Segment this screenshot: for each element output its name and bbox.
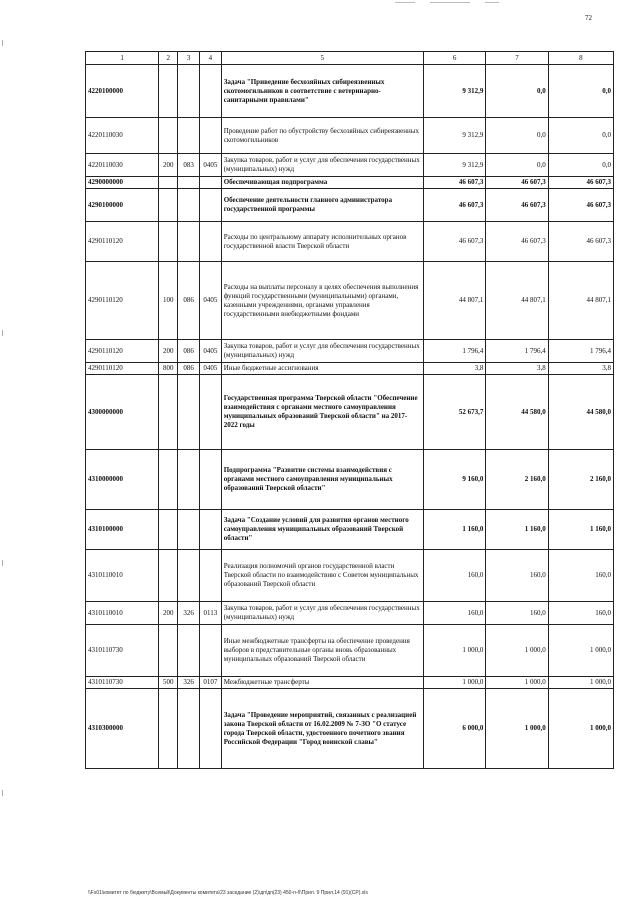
row-code: 4290110120 (86, 340, 159, 363)
row-value-6: 52 673,7 (423, 375, 485, 450)
row-col2 (159, 510, 178, 550)
row-col4 (199, 689, 221, 769)
row-code: 4290110120 (86, 262, 159, 340)
row-col4 (199, 375, 221, 450)
row-col2: 800 (159, 363, 178, 375)
table-header-row (86, 52, 614, 65)
row-value-6: 1 160,0 (423, 510, 485, 550)
table-row (86, 177, 614, 189)
header-cell: 5 (221, 52, 423, 65)
row-col4 (199, 510, 221, 550)
row-value-8: 0,0 (548, 154, 613, 177)
row-code: 4310110730 (86, 625, 159, 677)
table-row (86, 550, 614, 602)
table-row (86, 189, 614, 222)
row-value-6: 9 312,9 (423, 154, 485, 177)
row-code: 4220110030 (86, 154, 159, 177)
row-value-8: 44 580,0 (548, 375, 613, 450)
row-col2 (159, 189, 178, 222)
scan-artifact (2, 560, 3, 566)
row-col3 (178, 118, 200, 154)
row-value-8: 160,0 (548, 602, 613, 625)
row-col3: 083 (178, 154, 200, 177)
table-row (86, 677, 614, 689)
row-value-8: 1 796,4 (548, 340, 613, 363)
row-col3 (178, 550, 200, 602)
row-col2 (159, 118, 178, 154)
row-code: 4290110120 (86, 222, 159, 262)
row-description: Закупка товаров, работ и услуг для обеспечения государственных (муниципальных) нужд (221, 602, 423, 625)
header-cell: 4 (199, 52, 221, 65)
row-value-7: 160,0 (486, 550, 548, 602)
row-value-7: 1 000,0 (486, 625, 548, 677)
table-row (86, 65, 614, 118)
row-col2: 200 (159, 154, 178, 177)
row-description: Закупка товаров, работ и услуг для обеспечения государственных (муниципальных) нужд (221, 340, 423, 363)
row-col2: 500 (159, 677, 178, 689)
row-value-8: 3,8 (548, 363, 613, 375)
row-col4 (199, 189, 221, 222)
row-value-8: 1 000,0 (548, 689, 613, 769)
scan-artifact (2, 40, 3, 46)
header-cell: 2 (159, 52, 178, 65)
row-description: Задача "Приведение бесхозяйных сибиреязвенных скотомогильников в соответствие с ветеринарно-санитарными правилами" (221, 65, 423, 118)
row-col2 (159, 65, 178, 118)
row-col3 (178, 625, 200, 677)
row-value-8: 46 607,3 (548, 177, 613, 189)
table-row (86, 510, 614, 550)
row-col4: 0405 (199, 262, 221, 340)
scan-artifact (485, 2, 499, 3)
table-row (86, 118, 614, 154)
row-col3: 086 (178, 262, 200, 340)
table-row (86, 625, 614, 677)
row-value-6: 44 807,1 (423, 262, 485, 340)
row-value-6: 46 607,3 (423, 222, 485, 262)
scan-artifact (395, 2, 415, 3)
row-value-7: 0,0 (486, 118, 548, 154)
table-row (86, 602, 614, 625)
row-col2 (159, 222, 178, 262)
row-value-7: 0,0 (486, 154, 548, 177)
row-value-6: 9 312,9 (423, 118, 485, 154)
row-description: Иные бюджетные ассигнования (221, 363, 423, 375)
table-row (86, 262, 614, 340)
row-value-8: 0,0 (548, 118, 613, 154)
header-cell: 3 (178, 52, 200, 65)
row-code: 4310110730 (86, 677, 159, 689)
row-value-7: 1 796,4 (486, 340, 548, 363)
row-value-7: 44 580,0 (486, 375, 548, 450)
table-row (86, 340, 614, 363)
row-col2: 100 (159, 262, 178, 340)
row-description: Задача "Создание условий для развития органов местного самоуправления муниципальных образований Тверской области" (221, 510, 423, 550)
row-col3 (178, 450, 200, 510)
row-code: 4290000000 (86, 177, 159, 189)
row-col3: 086 (178, 363, 200, 375)
file-path-footer: \\Fs01\комитет по бюджету\Всемьй\Документы комитета\23 заседание (2)\дп\дп(23) 450-п-б\Прил. 9 Прил.14 (91)(СР).xls (88, 890, 368, 896)
row-code: 4300000000 (86, 375, 159, 450)
row-col4 (199, 222, 221, 262)
row-col2: 200 (159, 340, 178, 363)
row-description: Реализация полномочий органов государственной власти Тверской области по взаимодействию с Советом муниципальных образований Тверской области (221, 550, 423, 602)
row-col4 (199, 550, 221, 602)
header-cell: 1 (86, 52, 159, 65)
table-row (86, 375, 614, 450)
row-code: 4220100000 (86, 65, 159, 118)
row-code: 4310110010 (86, 550, 159, 602)
table-row (86, 689, 614, 769)
row-value-6: 160,0 (423, 550, 485, 602)
row-value-7: 1 160,0 (486, 510, 548, 550)
table-row (86, 450, 614, 510)
row-col4 (199, 118, 221, 154)
row-col4: 0405 (199, 154, 221, 177)
row-col3 (178, 177, 200, 189)
header-cell: 8 (548, 52, 613, 65)
row-value-7: 46 607,3 (486, 177, 548, 189)
row-value-7: 2 160,0 (486, 450, 548, 510)
row-value-7: 46 607,3 (486, 189, 548, 222)
row-description: Межбюджетные трансферты (221, 677, 423, 689)
row-description: Расходы по центральному аппарату исполнительных органов государственной власти Тверской области (221, 222, 423, 262)
row-value-6: 46 607,3 (423, 177, 485, 189)
row-col3 (178, 375, 200, 450)
budget-table (85, 51, 614, 769)
row-col2 (159, 177, 178, 189)
row-col4: 0107 (199, 677, 221, 689)
header-cell: 6 (423, 52, 485, 65)
row-col3: 326 (178, 677, 200, 689)
row-description: Подпрограмма "Развитие системы взаимодействия с органами местного самоуправления муниципальных образований Тверской области" (221, 450, 423, 510)
row-value-6: 1 000,0 (423, 625, 485, 677)
row-value-6: 1 000,0 (423, 677, 485, 689)
row-col3 (178, 189, 200, 222)
row-col3 (178, 689, 200, 769)
row-description: Расходы на выплаты персоналу в целях обеспечения выполнения функций государственными (муниципальными) органами, казенными учреждениями, органами управления государственными внебюджетными фондами (221, 262, 423, 340)
row-col3: 086 (178, 340, 200, 363)
row-col3: 326 (178, 602, 200, 625)
row-value-6: 160,0 (423, 602, 485, 625)
row-col4: 0405 (199, 340, 221, 363)
row-value-6: 3,8 (423, 363, 485, 375)
row-value-7: 0,0 (486, 65, 548, 118)
row-value-7: 1 000,0 (486, 677, 548, 689)
row-value-6: 9 312,9 (423, 65, 485, 118)
row-value-7: 46 607,3 (486, 222, 548, 262)
row-description: Проведение работ по обустройству бесхозяйных сибиреязвенных скотомогильников (221, 118, 423, 154)
row-value-6: 46 607,3 (423, 189, 485, 222)
row-value-8: 160,0 (548, 550, 613, 602)
row-code: 4220110030 (86, 118, 159, 154)
row-value-7: 44 807,1 (486, 262, 548, 340)
row-value-6: 1 796,4 (423, 340, 485, 363)
row-col4 (199, 450, 221, 510)
row-value-7: 160,0 (486, 602, 548, 625)
row-description: Задача "Проведение мероприятий, связанных с реализацией закона Тверской области от 16.02.2009 № 7-ЗО "О статусе города Тверской области, удостоенного почетного звания Российской Федерации "Город воинской славы" (221, 689, 423, 769)
table-row (86, 154, 614, 177)
table-row (86, 222, 614, 262)
row-value-8: 1 160,0 (548, 510, 613, 550)
row-col2 (159, 375, 178, 450)
scan-artifact (2, 790, 3, 796)
row-value-8: 44 807,1 (548, 262, 613, 340)
row-value-8: 2 160,0 (548, 450, 613, 510)
row-col2: 200 (159, 602, 178, 625)
row-value-8: 46 607,3 (548, 189, 613, 222)
row-col4 (199, 65, 221, 118)
row-description: Закупка товаров, работ и услуг для обеспечения государственных (муниципальных) нужд (221, 154, 423, 177)
row-col4: 0113 (199, 602, 221, 625)
row-description: Обеспечивающая подпрограмма (221, 177, 423, 189)
row-col4 (199, 625, 221, 677)
row-code: 4290100000 (86, 189, 159, 222)
row-col2 (159, 450, 178, 510)
row-col2 (159, 689, 178, 769)
row-code: 4310100000 (86, 510, 159, 550)
row-value-7: 1 000,0 (486, 689, 548, 769)
scan-artifact (2, 330, 3, 336)
row-value-8: 1 000,0 (548, 625, 613, 677)
row-description: Обеспечение деятельности главного администратора государственной программы (221, 189, 423, 222)
table-row (86, 363, 614, 375)
scan-artifact (430, 2, 470, 3)
row-code: 4310110010 (86, 602, 159, 625)
row-code: 4310000000 (86, 450, 159, 510)
row-col4: 0405 (199, 363, 221, 375)
row-col3 (178, 510, 200, 550)
header-cell: 7 (486, 52, 548, 65)
row-description: Государственная программа Тверской области "Обеспечение взаимодействия с органами местного самоуправления муниципальных образований Тверской области" на 2017-2022 годы (221, 375, 423, 450)
row-value-8: 1 000,0 (548, 677, 613, 689)
row-value-6: 9 160,0 (423, 450, 485, 510)
row-col4 (199, 177, 221, 189)
row-value-6: 6 000,0 (423, 689, 485, 769)
row-code: 4310300000 (86, 689, 159, 769)
row-col3 (178, 65, 200, 118)
page-number: 72 (585, 14, 592, 22)
row-col2 (159, 625, 178, 677)
row-code: 4290110120 (86, 363, 159, 375)
row-col2 (159, 550, 178, 602)
row-col3 (178, 222, 200, 262)
row-value-8: 46 607,3 (548, 222, 613, 262)
row-value-7: 3,8 (486, 363, 548, 375)
row-description: Иные межбюджетные трансферты на обеспечение проведения выборов в представительные органы вновь образованных муниципальных образований Тверской области (221, 625, 423, 677)
row-value-8: 0,0 (548, 65, 613, 118)
